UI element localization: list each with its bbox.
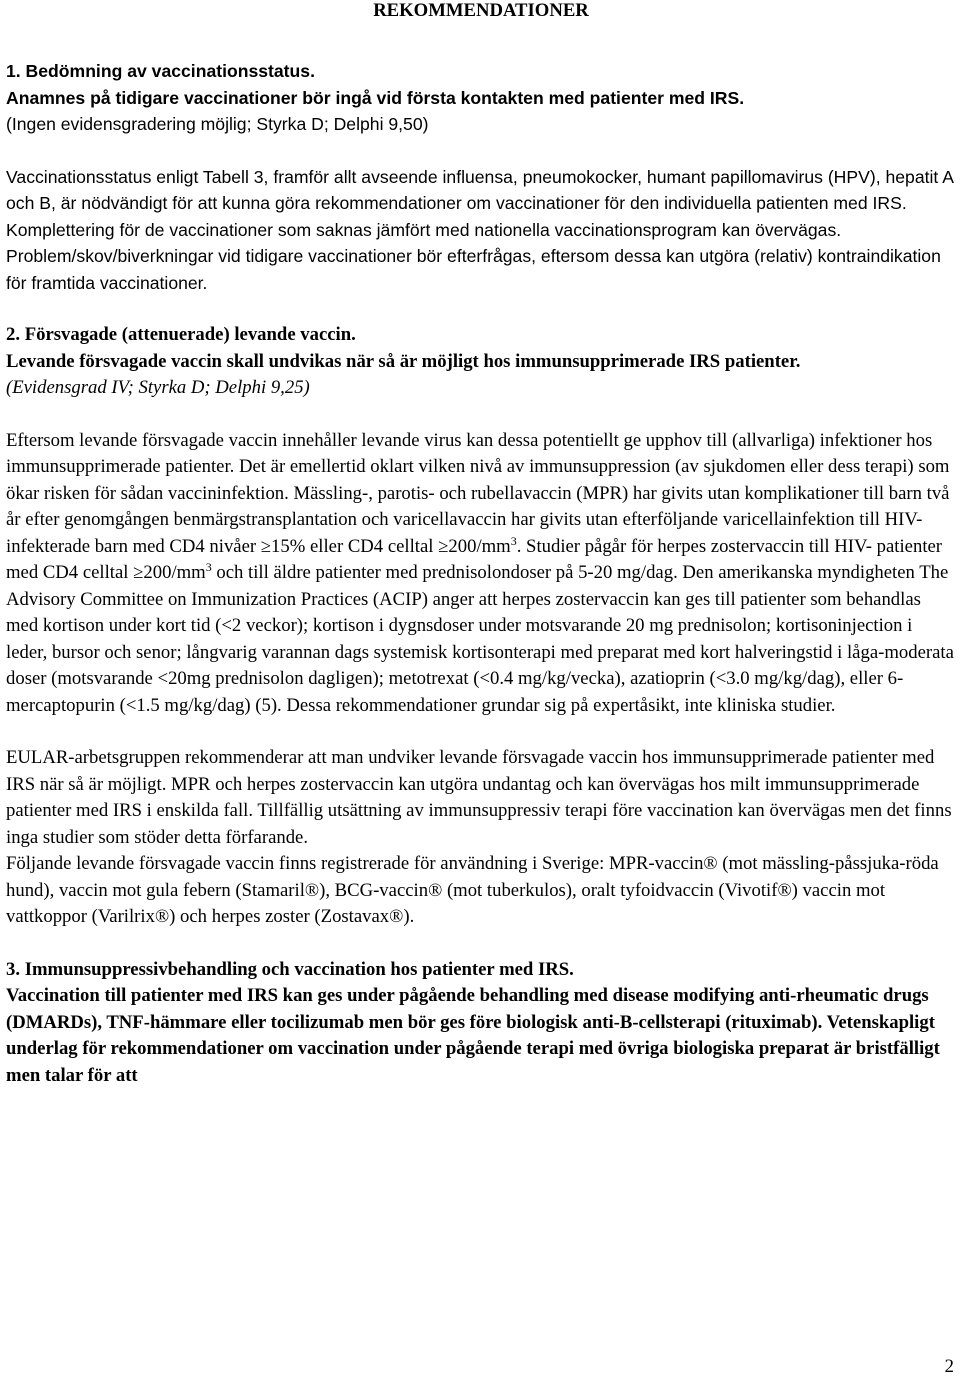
section-1-statement: Anamnes på tidigare vaccinationer bör ingå vid första kontakten med patienter med IRS. — [6, 87, 745, 108]
section-2-statement: Levande försvagade vaccin skall undvikas när så är möjligt hos immunsupprimerade IRS patienter. — [6, 350, 801, 372]
text-run: 200/mm — [448, 535, 511, 557]
spacer — [6, 138, 956, 164]
ge-symbol: ≥ — [260, 535, 272, 557]
page-number: 2 — [944, 1356, 954, 1377]
document-page — [6, 0, 956, 1089]
ge-symbol: ≥ — [133, 562, 144, 583]
section-1-evidence: (Ingen evidensgradering möjlig; Styrka D; Delphi 9,50) — [6, 114, 429, 134]
section-2-paragraph-2: EULAR-arbetsgruppen rekommenderar att man undviker levande försvagade vaccin hos immunsupprimerade patienter med IRS när så är möjligt. MPR och herpes zostervaccin kan utgöra undantag och kan övervägas hos milt immunsupprimerade patienter med IRS i enskilda fall. Tillfällig utsättning av immunsuppressiv terapi före vaccination kan övervägas men det finns inga studier som stöder detta förfarande. — [6, 747, 952, 848]
text-run: . Studier pågår för herpes zostervaccin till HIV- patienter med CD4 celltal — [6, 535, 943, 583]
spacer — [6, 402, 956, 428]
section-1-heading: 1. Bedömning av vaccinationsstatus. — [6, 61, 315, 81]
section-3-statement: Vaccination till patienter med IRS kan ges under pågående behandling med disease modifying anti-rheumatic drugs (DMARDs), TNF-hämmare eller tocilizumab men bör ges före biologisk anti-B-cellsterapi (rituximab). Vetenskapligt underlag för rekommendationer om vaccination under pågående terapi med övriga biologiska preparat är bristfälligt men talar för att — [6, 985, 940, 1086]
text-run: och till äldre patienter med prednisolondoser på 5-20 mg/dag. Den amerikanska myndigheten The Advisory Committee on Immunization Practices (ACIP) anger att herpes zostervaccin kan ges till patienter som behandlas med kortison under kort tid (<2 veckor); kortison i dygnsdoser under motsvarande 20 mg prednisolon; kortisoninjection i leder, bursor och senor; långvarig varannan dags systemisk kortisonterapi med preparat med kort halveringstid i låga-moderata doser (motsvarande <20mg prednisolon dagligen); metotrexat (<0.4 mg/kg/vecka), azatioprin (<3.0 mg/kg/dag), eller 6-mercaptopurin (<1.5 mg/kg/dag) (5). Dessa rekommendationer grundar sig på expertåsikt, inte kliniska studier. — [6, 562, 954, 716]
text-run: 15% eller CD4 celltal — [271, 535, 439, 557]
section-2-paragraph-1 — [6, 428, 956, 720]
section-3 — [6, 957, 956, 1090]
ge-symbol: ≥ — [438, 535, 449, 557]
spacer — [6, 22, 956, 58]
section-2 — [6, 322, 956, 931]
superscript: 3 — [205, 559, 212, 574]
superscript: 3 — [510, 533, 517, 548]
section-3-heading: 3. Immunsuppressivbehandling och vaccination hos patienter med IRS. — [6, 958, 574, 980]
section-2-paragraph-3: Följande levande försvagade vaccin finns registrerade för användning i Sverige: MPR-vaccin® (mot mässling-påssjuka-röda hund), vaccin mot gula febern (Stamaril®), BCG-vaccin® (mot tuberkulos), oralt tyfoidvaccin (Vivotif®) vaccin mot vattkoppor (Varilrix®) och herpes zoster (Zostavax®). — [6, 853, 939, 927]
page-title: REKOMMENDATIONER — [373, 0, 589, 21]
section-2-heading: 2. Försvagade (attenuerade) levande vaccin. — [6, 324, 356, 345]
spacer — [6, 931, 956, 957]
section-1 — [6, 58, 956, 296]
text-run: 200/mm — [143, 562, 206, 583]
section-2-evidence: (Evidensgrad IV; Styrka D; Delphi 9,25) — [6, 377, 310, 398]
spacer — [6, 719, 956, 745]
text-run: Eftersom levande försvagade vaccin innehåller levande virus kan dessa potentiellt ge upphov till (allvarliga) infektioner hos immunsupprimerade patienter. Det är emellertid oklart vilken nivå av immunsuppression (av sjukdomen eller dess terapi) som ökar risken för sådan vaccininfektion. Mässling-, parotis- och rubellavaccin (MPR) har givits utan komplikationer till barn två år efter genomgången benmärgstransplantation och varicellavaccin har givits utan efterföljande varicellainfektion till HIV-infekterade barn med CD4 nivåer — [6, 429, 950, 557]
section-1-body: Vaccinationsstatus enligt Tabell 3, framför allt avseende influensa, pneumokocker, humant papillomavirus (HPV), hepatit A och B, är nödvändigt för att kunna göra rekommendationer om vaccinationer för den individuella patienten med IRS. Komplettering för de vaccinationer som saknas jämfört med nationella vaccinationsprogram kan övervägas. Problem/skov/biverkningar vid tidigare vaccinationer bör efterfrågas, eftersom dessa kan utgöra (relativ) kontraindikation för framtida vaccinationer. — [6, 166, 953, 293]
spacer — [6, 296, 956, 322]
